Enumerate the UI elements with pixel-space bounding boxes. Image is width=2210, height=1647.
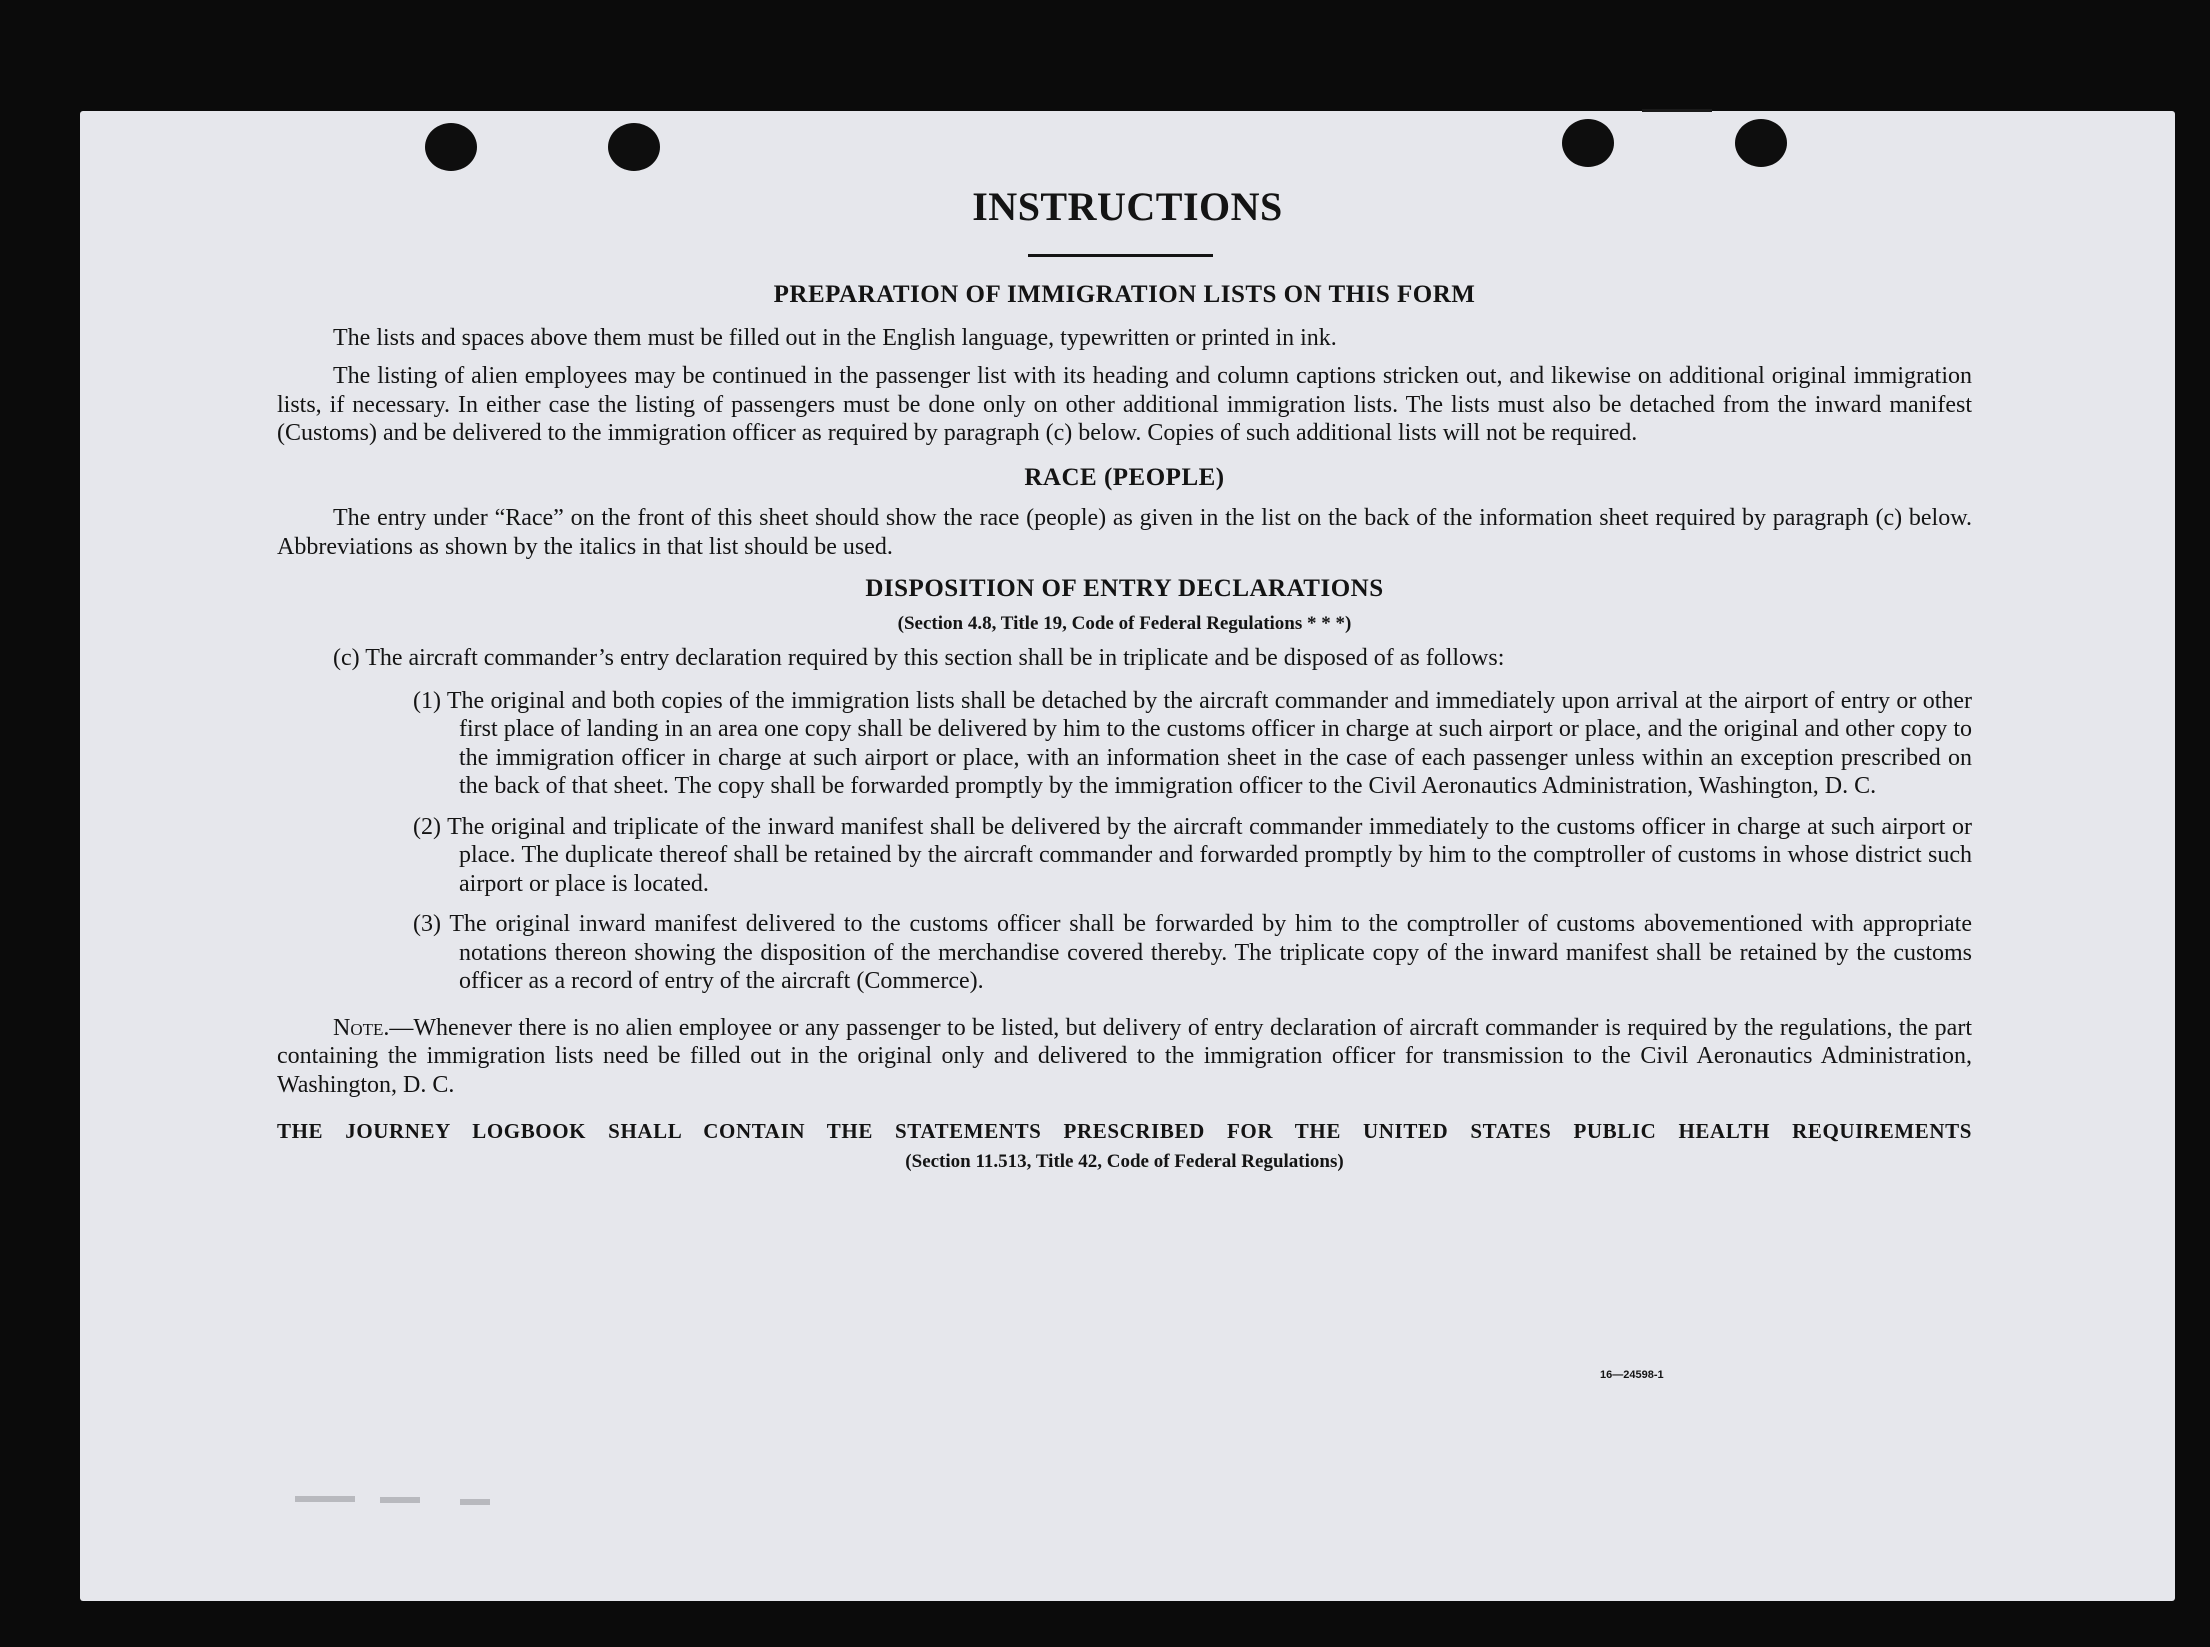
section-heading-preparation: PREPARATION OF IMMIGRATION LISTS ON THIS FORM — [773, 281, 1476, 308]
public-health-citation: (Section 11.513, Title 42, Code of Federal Regulations) — [905, 1150, 1344, 1172]
stray-mark — [1642, 109, 1712, 112]
page-title: INSTRUCTIONS — [972, 184, 1283, 229]
disposition-intro: (c) The aircraft commander’s entry declaration required by this section shall be in triplicate and be disposed of as follows: — [333, 645, 1505, 671]
section-heading-disposition: DISPOSITION OF ENTRY DECLARATIONS — [865, 575, 1384, 602]
disposition-citation: (Section 4.8, Title 19, Code of Federal Regulations * * *) — [897, 612, 1352, 634]
disposition-item-1: (1) The original and both copies of the immigration lists shall be detached by the aircraft commander and immediately upon arrival at the airport of entry or other first place of landing in an area one copy shall be delivered by him to the customs officer in charge at such airport or place, and the original and other copy to the immigration officer in charge at such airport or place, with an information sheet in the case of each passenger unless within an exception prescribed on the back of that sheet. The copy shall be forwarded promptly by the immigration officer to the Civil Aeronautics Administration, Washington, D. C. — [413, 687, 1972, 799]
instructions-body — [277, 281, 1972, 1176]
punch-hole-icon — [425, 123, 477, 171]
disposition-item-3: (3) The original inward manifest delivered to the customs officer shall be forwarded by him to the comptroller of customs abovementioned with appropriate notations thereon showing the disposition of the merchandise covered thereby. The triplicate copy of the inward manifest shall be retained by the customs officer as a record of entry of the aircraft (Commerce). — [413, 911, 1972, 994]
public-health-statement: THE JOURNEY LOGBOOK SHALL CONTAIN THE STATEMENTS PRESCRIBED FOR THE UNITED STATES PUBLIC HEALTH REQUIREMENTS — [277, 1119, 1972, 1143]
title-rule — [1028, 254, 1213, 257]
document-page — [80, 111, 2175, 1601]
disposition-item-2: (2) The original and triplicate of the inward manifest shall be delivered by the aircraft commander immediately to the customs officer in charge at such airport or place. The duplicate thereof shall be retained by the aircraft commander and forwarded promptly by him to the comptroller of customs in whose district such airport or place is located. — [413, 813, 1972, 897]
punch-hole-icon — [1735, 119, 1787, 167]
faint-mark — [295, 1496, 355, 1502]
form-number: 16—24598-1 — [1600, 1369, 1664, 1381]
faint-mark — [460, 1499, 490, 1505]
paragraph-race: The entry under “Race” on the front of this sheet should show the race (people) as given in the list on the back of the information sheet required by paragraph (c) below. Abbreviations as shown by the italics in that list should be used. — [277, 505, 1972, 560]
note-paragraph — [277, 1014, 1972, 1100]
paragraph-alien-employees: The listing of alien employees may be continued in the passenger list with its heading and column captions stricken out, and likewise on additional original immigration lists, if necessary. In either case the listing of passengers must be done only on other additional immigration lists. The lists must also be detached from the inward manifest (Customs) and be delivered to the immigration officer as required by paragraph (c) below. Copies of such additional lists will not be required. — [277, 363, 1972, 446]
punch-hole-icon — [1562, 119, 1614, 167]
section-heading-race: RACE (PEOPLE) — [1024, 463, 1225, 491]
note-label: Note. — [333, 1014, 390, 1041]
paragraph-language: The lists and spaces above them must be filled out in the English language, typewritten or printed in ink. — [333, 324, 1337, 351]
punch-hole-icon — [608, 123, 660, 171]
note-text: —Whenever there is no alien employee or any passenger to be listed, but delivery of entry declaration of aircraft commander is required by the regulations, the part containing the immigration lists need be filled out in the original only and delivered to the immigration officer for transmission to the Civil Aeronautics Administration, Washington, D. C. — [277, 1014, 1972, 1098]
faint-mark — [380, 1497, 420, 1503]
